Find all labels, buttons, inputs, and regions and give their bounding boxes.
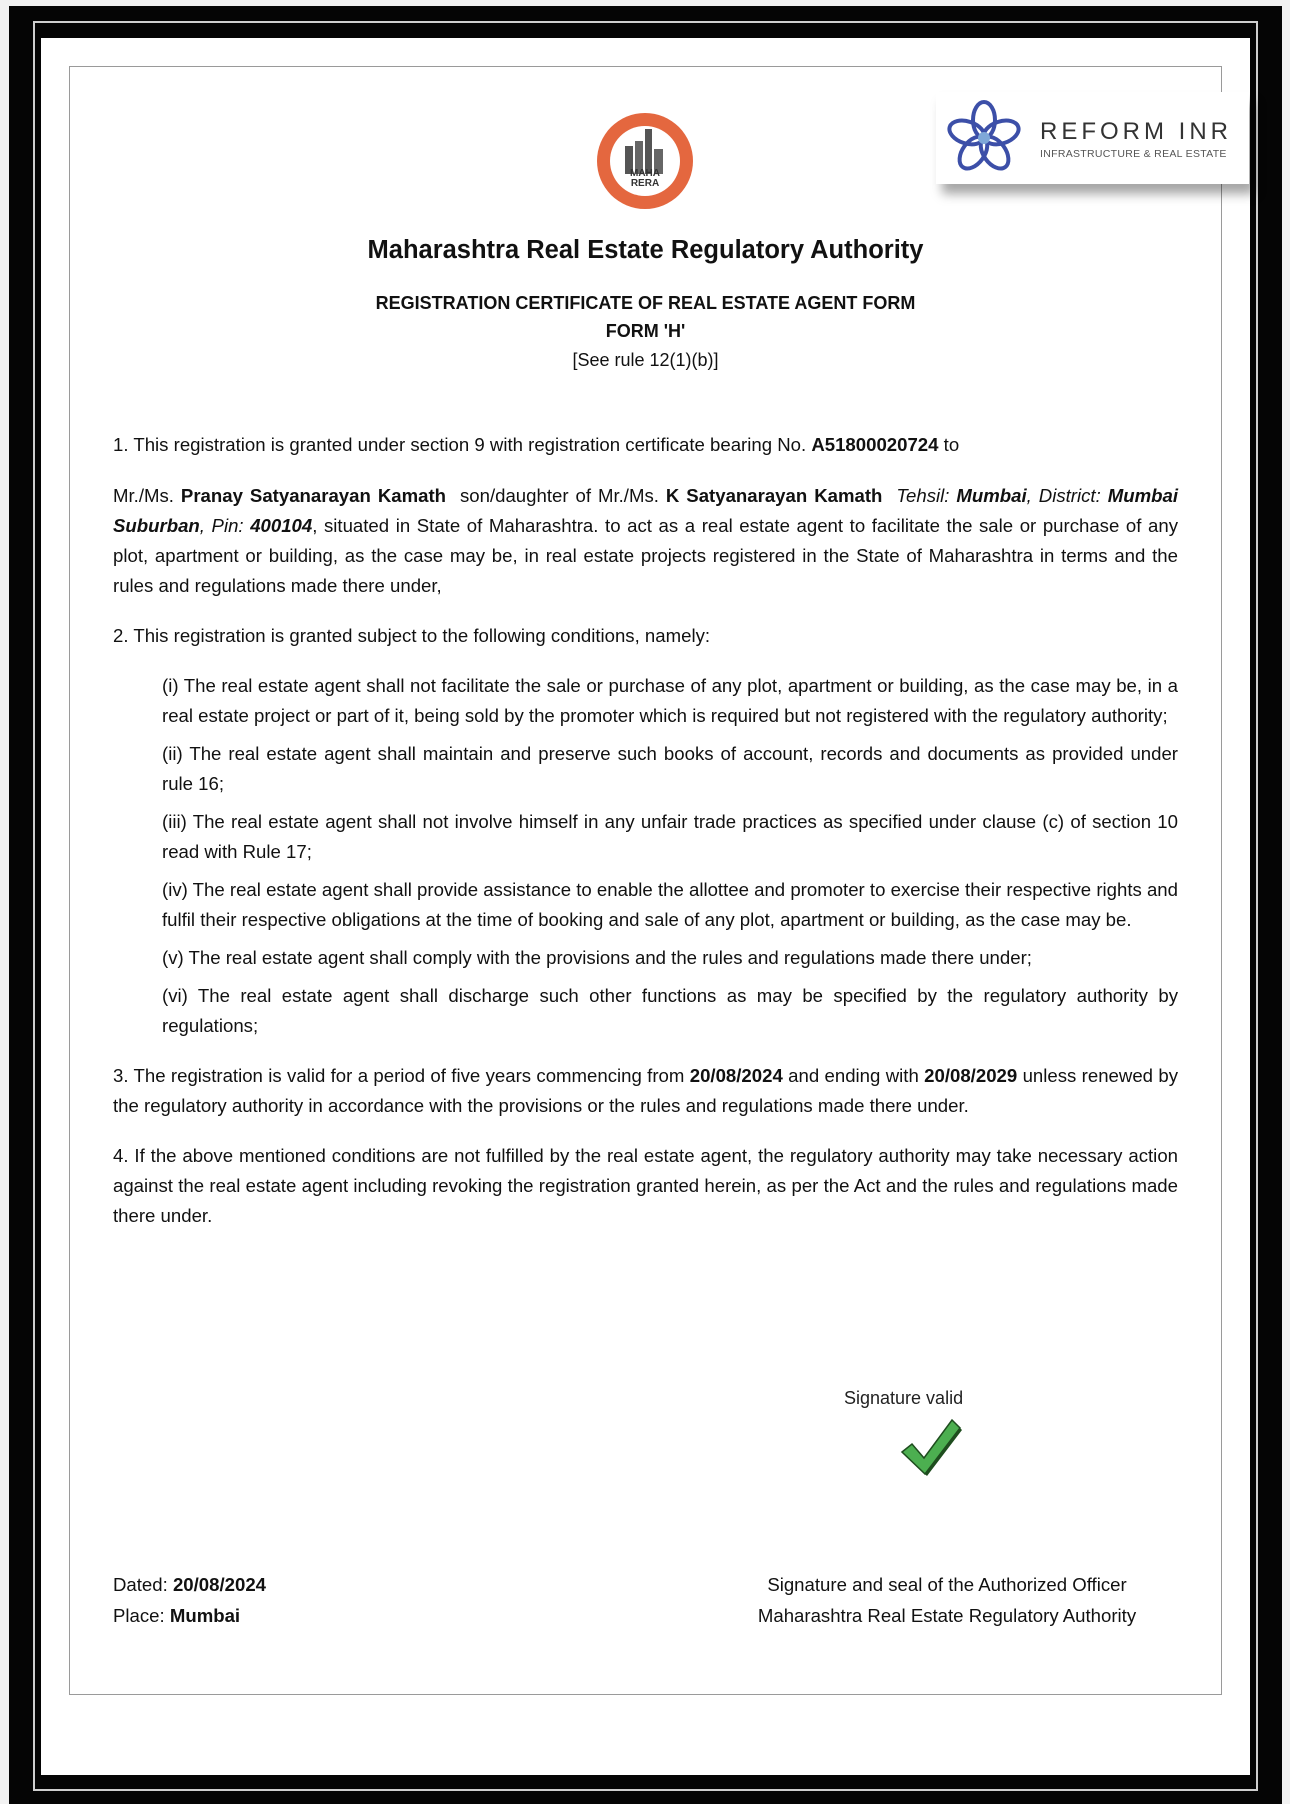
rule-reference: [See rule 12(1)(b)] [572, 350, 719, 370]
registration-number: A51800020724 [811, 434, 939, 455]
text: , Pin: [199, 515, 251, 536]
text: and ending with [782, 1065, 925, 1086]
maharera-logo [595, 111, 695, 211]
condition-item: (v) The real estate agent shall comply with the provisions and the rules and regulations made there under; [162, 947, 1032, 968]
tehsil: Mumbai [956, 485, 1027, 506]
text: to [938, 434, 960, 455]
reform-inr-logo [936, 92, 1249, 184]
signature-officer-label: Signature and seal of the Authorized Officer [767, 1574, 1127, 1595]
condition-item: (ii) The real estate agent shall maintain and preserve such books of account, records and documents as provided under rule 16; [162, 743, 1178, 794]
text: , District: [1026, 485, 1108, 506]
text: Tehsil: [882, 485, 957, 506]
text: son/daughter of Mr./Ms. [446, 485, 666, 506]
flower-logo-icon [944, 98, 1024, 178]
conditions-list [113, 671, 1178, 1041]
para-3-validity [113, 1061, 1178, 1121]
para-1-intro [113, 430, 1178, 460]
text: unless renewed by the regulatory authority in accordance with the provisions or the rules and regulations made there under. [113, 1065, 1178, 1116]
valid-from-date: 20/08/2024 [689, 1065, 783, 1086]
dated-value: 20/08/2024 [172, 1574, 267, 1595]
reform-inr-tagline: INFRASTRUCTURE & REAL ESTATE [1040, 148, 1227, 160]
text: 3. The registration is valid for a period of five years commencing from [113, 1065, 690, 1086]
reform-inr-name: REFORM INR [1040, 118, 1232, 145]
para-4-revocation: 4. If the above mentioned conditions are not fulfilled by the real estate agent, the regulatory authority may take necessary action against the real estate agent including revoking the registration granted herein, as per the Act and the rules and regulations made there under. [113, 1145, 1178, 1226]
text: , situated in State of Maharashtra. to act as a real estate agent to facilitate the sale or purchase of any plot, apartment or building, as the case may be, in real estate projects registered in the State of Maharashtra in terms and the rules and regulations made there under, [113, 515, 1178, 596]
para-2-intro: 2. This registration is granted subject to the following conditions, namely: [113, 625, 711, 646]
authority-title: Maharashtra Real Estate Regulatory Authority [367, 236, 924, 264]
text: Place: [113, 1605, 170, 1626]
certificate-body [113, 430, 1178, 1231]
para-1-details [113, 481, 1178, 601]
text: 1. This registration is granted under section 9 with registration certificate bearing No. [113, 434, 812, 455]
checkmark-icon [898, 1416, 964, 1478]
district: Mumbai Suburban [113, 485, 1178, 536]
dated-line [113, 1574, 266, 1596]
place-line [113, 1605, 240, 1627]
valid-to-date: 20/08/2029 [924, 1065, 1018, 1086]
signature-status: Signature valid [844, 1388, 964, 1408]
signature-authority-label: Maharashtra Real Estate Regulatory Authority [757, 1605, 1137, 1626]
logo-text-rera: RERA [630, 178, 660, 189]
form-label: FORM 'H' [605, 321, 686, 341]
parent-name: K Satyanarayan Kamath [665, 485, 883, 506]
agent-name: Pranay Satyanarayan Kamath [180, 485, 447, 506]
text: Mr./Ms. [113, 485, 181, 506]
text: Dated: [113, 1574, 173, 1595]
condition-item: (vi) The real estate agent shall discharge such other functions as may be specified by the regulatory authority by regulations; [162, 985, 1178, 1036]
condition-item: (i) The real estate agent shall not facilitate the sale or purchase of any plot, apartment or building, as the case may be, in a real estate project or part of it, being sold by the promoter which is required but not registered with the regulatory authority; [162, 675, 1178, 726]
condition-item: (iv) The real estate agent shall provide assistance to enable the allottee and promoter to exercise their respective rights and fulfil their respective obligations at the time of booking and sale of any plot, apartment or building, as the case may be. [162, 879, 1178, 930]
certificate-subtitle: REGISTRATION CERTIFICATE OF REAL ESTATE AGENT FORM [375, 293, 916, 313]
place-value: Mumbai [169, 1605, 241, 1626]
pin: 400104 [250, 515, 313, 536]
condition-item: (iii) The real estate agent shall not involve himself in any unfair trade practices as specified under clause (c) of section 10 read with Rule 17; [162, 811, 1178, 862]
logo-text-maha: MAHA [630, 168, 660, 179]
